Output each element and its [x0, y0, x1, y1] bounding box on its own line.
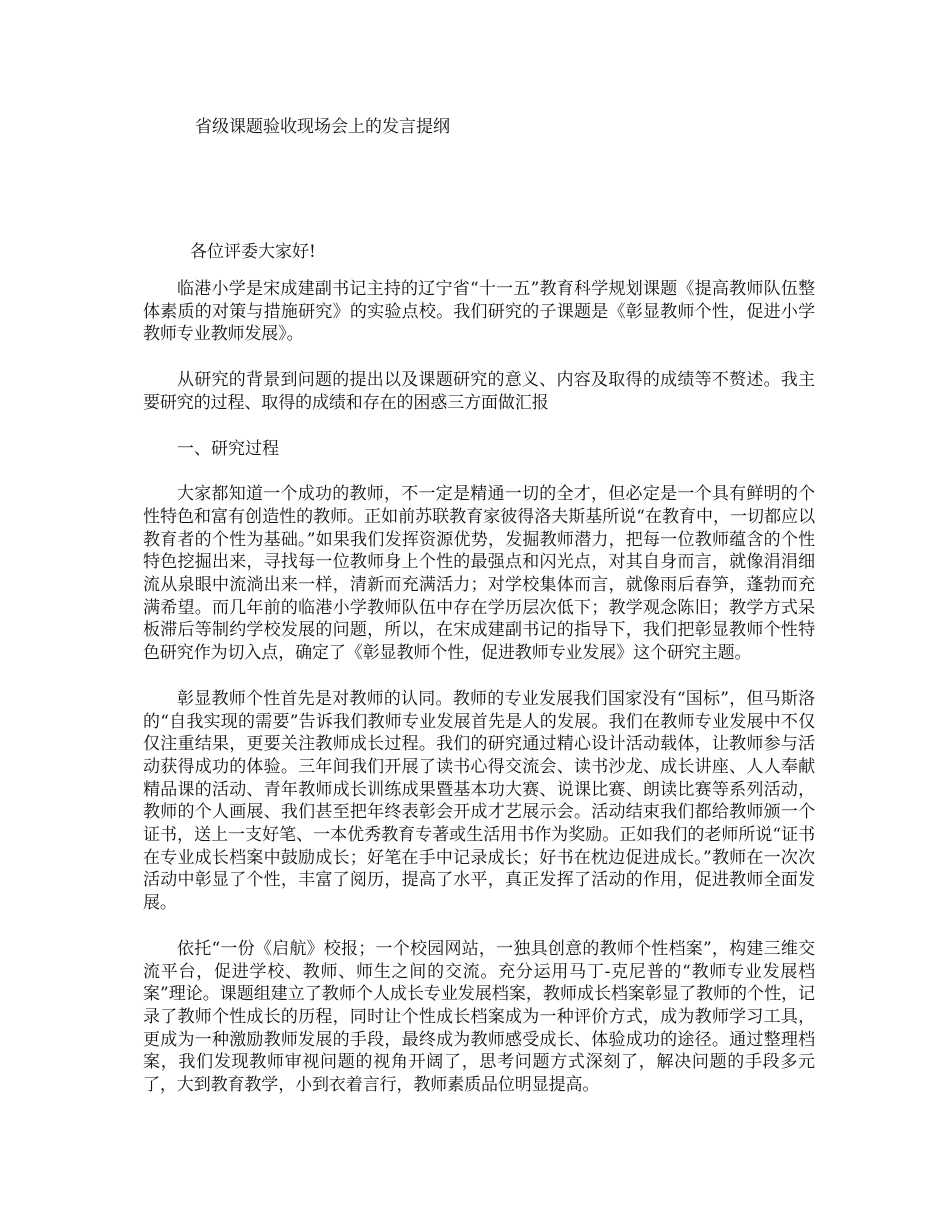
greeting: 各位评委大家好!: [190, 242, 316, 262]
document-body: [143, 278, 815, 1120]
section-heading-research-process: 一、研究过程: [177, 438, 279, 459]
paragraph-intro: 临港小学是宋成建副书记主持的辽宁省“十一五”教育科学规划课题《提高教师队伍整体素质的对策与措施研究》的实验点校。我们研究的子课题是《彰显教师个性，促进小学教师专业教师发展》。: [143, 279, 815, 345]
paragraph-teacher-personality: 大家都知道一个成功的教师，不一定是精通一切的全才，但必定是一个具有鲜明的个性特色和富有创造性的教师。正如前苏联教育家彼得洛夫斯基所说“在教育中，一切都应以教育者的个性为基础。”如果我们发挥资源优势，发掘教师潜力，把每一位教师蕴含的个性特色挖掘出来，寻找每一位教师身上个性的最强点和闪光点，对其自身而言，就像涓涓细流从泉眼中流淌出来一样，清新而充满活力；对学校集体而言，就像雨后春笋，蓬勃而充满希望。而几年前的临港小学教师队伍中存在学历层次低下；教学观念陈旧；教学方式呆板滞后等制约学校发展的问题，所以，在宋成建副书记的指导下，我们把彰显教师个性特色研究作为切入点，确定了《彰显教师个性，促进教师专业发展》这个研究主题。: [143, 484, 815, 664]
paragraph-archives: 依托“一份《启航》校报；一个校园网站，一独具创意的教师个性档案”，构建三维交流平台，促进学校、教师、师生之间的交流。充分运用马丁-克尼普的“教师专业发展档案”理论。课题组建立了教师个人成长专业发展档案，教师成长档案彰显了教师的个性，记录了教师个性成长的历程，同时让个性成长档案成为一种评价方式，成为教师学习工具，更成为一种激励教师发展的手段，最终成为教师感受成长、体验成功的途径。通过整理档案，我们发现教师审视问题的视角开阔了，思考问题方式深刻了，解决问题的手段多元了，大到教育教学，小到衣着言行，教师素质品位明显提高。: [143, 938, 815, 1096]
paragraph-overview: 从研究的背景到问题的提出以及课题研究的意义、内容及取得的成绩等不赘述。我主要研究的过程、取得的成绩和存在的困惑三方面做汇报: [143, 370, 815, 413]
document-title: 省级课题验收现场会上的发言提纲: [195, 117, 450, 137]
paragraph-recognition: 彰显教师个性首先是对教师的认同。教师的专业发展我们国家没有“国标”，但马斯洛的“自我实现的需要”告诉我们教师专业发展首先是人的发展。我们在教师专业发展中不仅仅注重结果，更要关注教师成长过程。我们的研究通过精心设计活动载体，让教师参与活动获得成功的体验。三年间我们开展了读书心得交流会、读书沙龙、成长讲座、人人奉献精品课的活动、青年教师成长训练成果暨基本功大赛、说课比赛、朗读比赛等系列活动，教师的个人画展、我们甚至把年终表彰会开成才艺展示会。活动结束我们都给教师颁一个证书，送上一支好笔、一本优秀教育专著或生活用书作为奖励。正如我们的老师所说“证书在专业成长档案中鼓励成长；好笔在手中记录成长；好书在枕边促进成长。”教师在一次次活动中彰显了个性，丰富了阅历，提高了水平，真正发挥了活动的作用，促进教师全面发展。: [143, 688, 815, 914]
